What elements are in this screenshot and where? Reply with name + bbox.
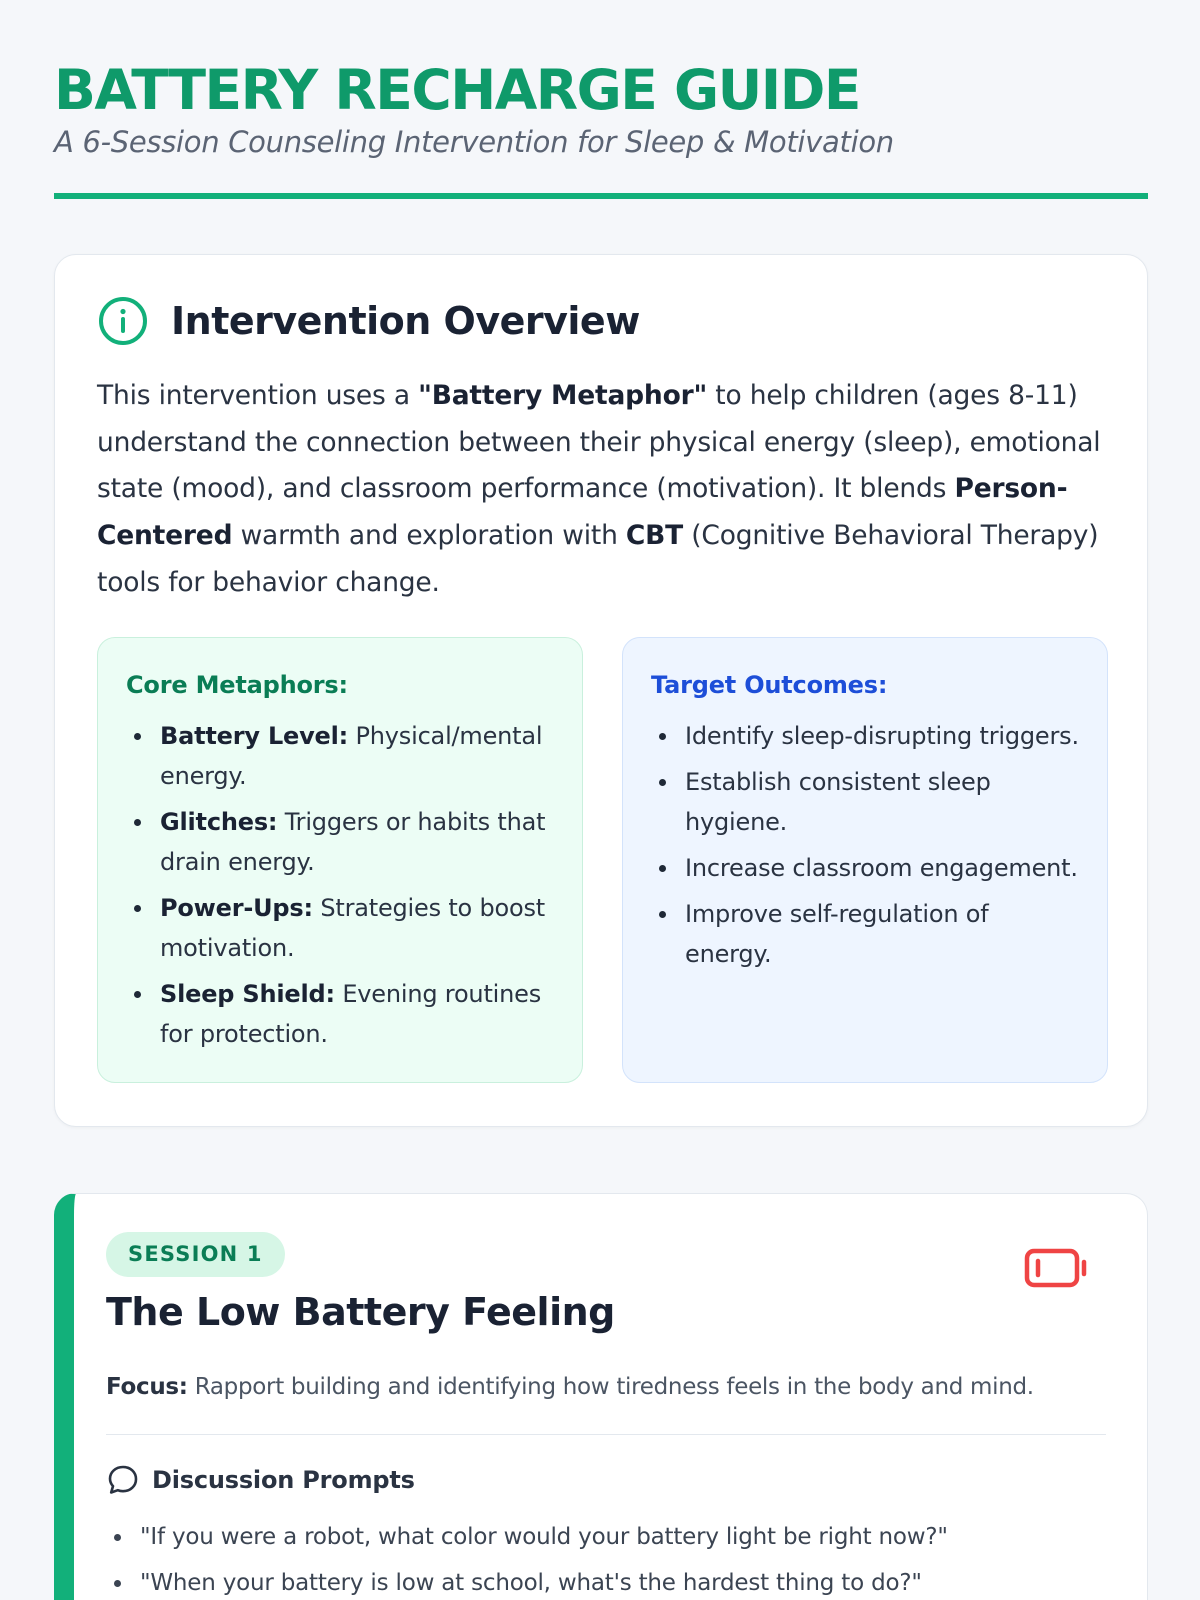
header-divider [54, 193, 1148, 199]
list-item: Battery Level: Physical/mental energy. [126, 716, 554, 796]
list-item: "When your battery is low at school, what's the hardest thing to do?" [106, 1560, 1106, 1600]
core-metaphors-box [97, 637, 583, 1083]
list-item: Establish consistent sleep hygiene. [651, 762, 1079, 842]
overview-card [54, 254, 1148, 1127]
discussion-prompts-header [106, 1463, 415, 1497]
list-item: Sleep Shield: Evening routines for protection. [126, 974, 554, 1054]
session-badge: SESSION 1 [106, 1232, 285, 1277]
list-item: Identify sleep-disrupting triggers. [651, 716, 1079, 756]
discussion-prompts-list [106, 1514, 1106, 1600]
session-focus: Focus: Rapport building and identifying how tiredness feels in the body and mind. [106, 1374, 1034, 1400]
session-title: The Low Battery Feeling [106, 1290, 615, 1334]
list-item: Improve self-regulation of energy. [651, 894, 1079, 974]
target-outcomes-list [651, 716, 1079, 974]
core-metaphors-title: Core Metaphors: [126, 671, 348, 699]
page-subtitle: A 6-Session Counseling Intervention for Sleep & Motivation [54, 125, 894, 159]
page-header [54, 58, 1148, 162]
list-item: Increase classroom engagement. [651, 848, 1079, 888]
overview-description: This intervention uses a "Battery Metaphor" to help children (ages 8-11) understand the connection between their physical energy (sleep), emotional state (mood), and classroom performance (motivation). It blends Person-Centered warmth and exploration with CBT (Cognitive Behavioral Therapy) tools for behavior change. [97, 380, 1101, 598]
core-metaphors-list [126, 716, 554, 1054]
list-item: "If you were a robot, what color would your battery light be right now?" [106, 1514, 1106, 1560]
session-1-card [54, 1193, 1148, 1600]
info-icon [97, 295, 149, 347]
target-outcomes-box [622, 637, 1108, 1083]
list-item: Glitches: Triggers or habits that drain energy. [126, 802, 554, 882]
discussion-prompts-title: Discussion Prompts [152, 1466, 415, 1494]
battery-low-icon [1024, 1248, 1088, 1288]
page-title: BATTERY RECHARGE GUIDE [54, 58, 860, 122]
target-outcomes-title: Target Outcomes: [651, 671, 888, 699]
overview-title: Intervention Overview [171, 299, 640, 343]
overview-header [97, 295, 640, 347]
chat-bubble-icon [106, 1463, 140, 1497]
list-item: Power-Ups: Strategies to boost motivation. [126, 888, 554, 968]
session-divider [106, 1434, 1106, 1435]
